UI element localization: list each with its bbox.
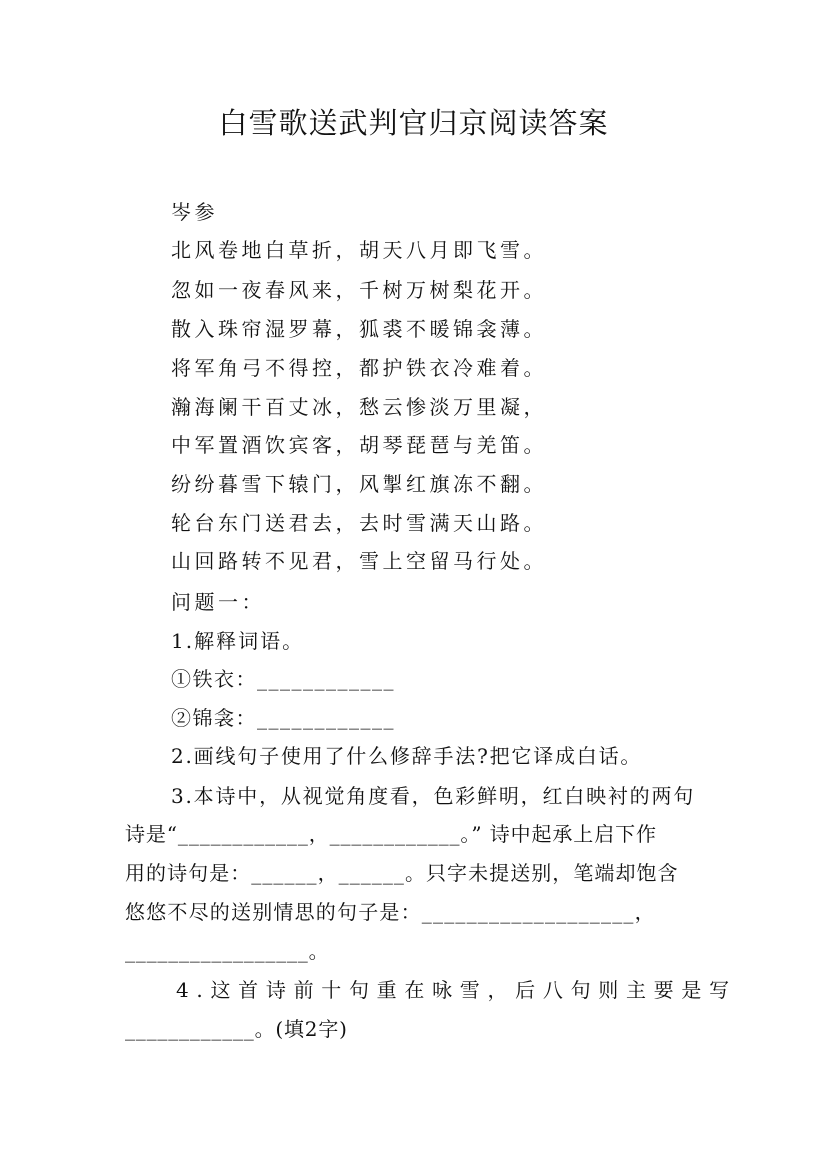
question-4-line-1: 4.这首诗前十句重在咏雪，后八句则主要是写 — [176, 978, 737, 1002]
poem-line: 忽如一夜春风来，千树万树梨花开。 — [171, 278, 547, 302]
question-4-line-2: ____________。(填2字) — [125, 1017, 348, 1041]
question-3-line-3: 用的诗句是：______，______。只字未提送别，笔端却饱含 — [125, 861, 679, 885]
question-3-line-4: 悠悠不尽的送别情思的句子是：___________________， — [125, 900, 656, 924]
question-1: 1.解释词语。 — [171, 629, 305, 653]
question-1-item-b: ②锦衾：____________ — [171, 706, 395, 730]
question-1-item-a: ①铁衣：____________ — [171, 667, 395, 691]
poem-line: 将军角弓不得控，都护铁衣冷难着。 — [171, 356, 547, 380]
poem-line: 北风卷地白草折，胡天八月即飞雪。 — [171, 238, 547, 262]
poem-line: 纷纷暮雪下辕门，风掣红旗冻不翻。 — [171, 472, 547, 496]
poem-line: 瀚海阑干百丈冰，愁云惨淡万里凝， — [171, 395, 547, 419]
document-title: 白雪歌送武判官归京阅读答案 — [218, 106, 609, 140]
question-2: 2.画线句子使用了什么修辞手法?把它译成白话。 — [171, 744, 643, 768]
poem-line: 轮台东门送君去，去时雪满天山路。 — [171, 511, 547, 535]
poem-line: 散入珠帘湿罗幕，狐裘不暖锦衾薄。 — [171, 317, 547, 341]
question-3-line-1: 3.本诗中，从视觉角度看，色彩鲜明，红白映衬的两句 — [171, 784, 696, 808]
poem-line: 山回路转不见君，雪上空留马行处。 — [171, 549, 547, 573]
question-heading: 问题一： — [171, 590, 265, 614]
poem-line: 中军置酒饮宾客，胡琴琵琶与羌笛。 — [171, 433, 547, 457]
question-3-line-2: 诗是“____________，____________。” 诗中起承上启下作 — [125, 822, 657, 846]
poem-author: 岑参 — [171, 200, 218, 224]
question-3-line-5: _________________。 — [125, 939, 330, 963]
